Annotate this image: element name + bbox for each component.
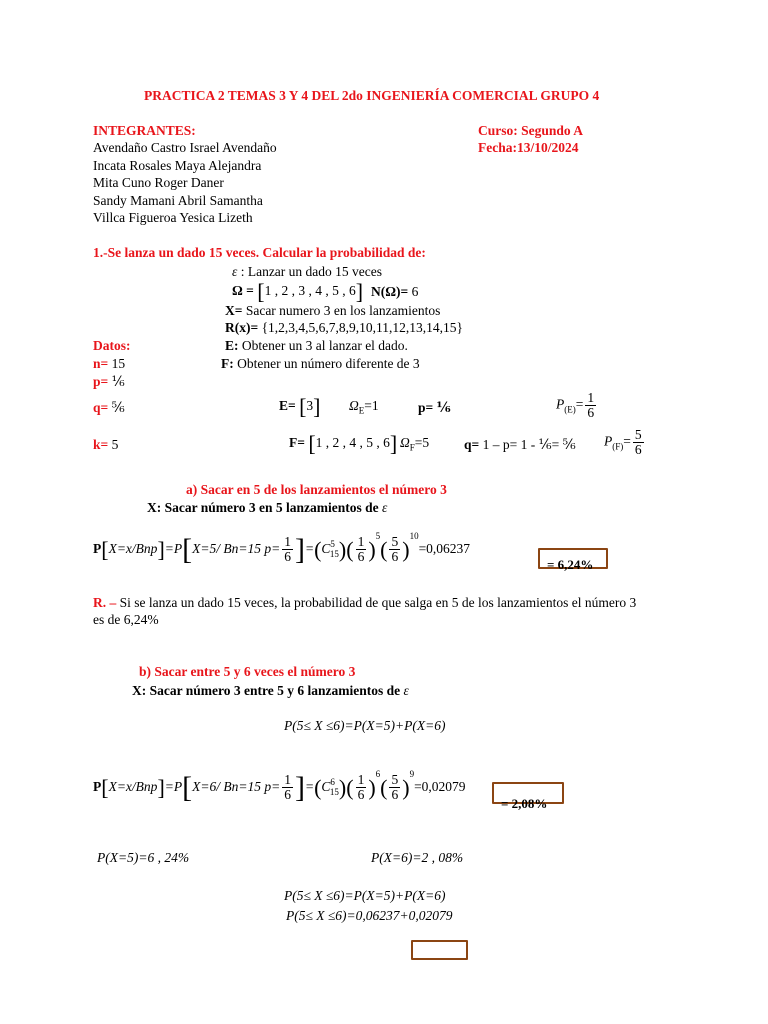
p-e-sub: (E): [564, 404, 576, 415]
part-b-eq2: P(5≤ X ≤6)=P(X=5)+P(X=6): [284, 888, 446, 903]
e-line: [225, 338, 408, 354]
part-b-percent: = 2,08%: [501, 796, 548, 811]
p-f-expr: $P_{(F)}=$ $\frac{5}{6}$: [604, 427, 642, 457]
part-a-x-text: X: Sacar número 3 en 5 lanzamientos de: [147, 500, 379, 515]
q-mid-text: 1 – p= 1 - ⅙= ⅚: [482, 437, 576, 452]
p-f-symbol: P: [604, 433, 613, 449]
p-x5: P(X=5)=6 , 24%: [97, 850, 190, 865]
n-label: n=: [93, 356, 109, 371]
n-value: 15: [111, 356, 126, 371]
part-b-x-text: X: Sacar número 3 entre 5 y 6 lanzamientos de: [132, 683, 401, 698]
rx-line: [225, 320, 463, 336]
part-a-formula: P[X=x/Bnp]=P[X=5/ Bn=15 p= $\frac{1}{6}$ ]$=(C^5_{15})$( $\frac{1}{6}$ )$^5$( $\frac{5}{6}$ )$^{10}$=0,06237: [93, 531, 471, 566]
x-line: [225, 303, 440, 319]
f-label: F:: [221, 356, 234, 371]
omega-e-value: =1: [364, 398, 379, 413]
n-line: [93, 356, 125, 372]
p-mid-label: p=: [418, 400, 434, 415]
p-e-expr: $P_{(E)}=$ $\frac{1}{6}$: [556, 390, 595, 420]
part-b-formula-p: P: [93, 779, 102, 794]
part-b-formula: P[X=x/Bnp]=P[X=6/ Bn=15 p= $\frac{1}{6}$ ]$=(C^6_{15})$( $\frac{1}{6}$ )$^6$( $\frac{5}{6}$ )$^9$=0,02079: [93, 769, 466, 804]
member-3: Mita Cuno Roger Daner: [93, 175, 224, 190]
member-1: Avendaño Castro Israel Avendaño: [93, 140, 277, 155]
k-value: 5: [111, 437, 119, 452]
part-a-answer: [93, 595, 636, 611]
omega-e-symbol: Ω: [349, 398, 359, 413]
omega-f-symbol: Ω: [400, 435, 410, 450]
p-x6: P(X=6)=2 , 08%: [371, 850, 464, 865]
x-label: X=: [225, 303, 243, 318]
f-set-values: 1 , 2 , 4 , 5 , 6: [315, 435, 390, 450]
e-set-line: E= [3]: [279, 393, 321, 419]
epsilon-text: : Lanzar un dado 15 veces: [240, 264, 383, 279]
f-set-line: F= [1 , 2 , 4 , 5 , 6]: [289, 430, 398, 456]
date-label: Fecha:13/10/2024: [478, 140, 579, 155]
x-text: Sacar numero 3 en los lanzamientos: [245, 303, 441, 318]
part-a-epsilon: ε: [382, 500, 388, 515]
k-line: [93, 437, 118, 453]
omega-f-expr: [400, 435, 429, 456]
epsilon-line: [232, 264, 382, 280]
k-label: k=: [93, 437, 109, 452]
e-set-values: 3: [306, 398, 314, 413]
part-b-eq1: P(5≤ X ≤6)=P(X=5)+P(X=6): [284, 718, 446, 733]
omega-set: 1 , 2 , 3 , 4 , 5 , 6: [264, 283, 356, 298]
omega-e-expr: [349, 398, 379, 419]
p-line: [93, 374, 125, 390]
p-mid-line: [418, 400, 451, 416]
omega-f-sub: F: [409, 442, 415, 453]
f-line: [221, 356, 420, 372]
part-b-result: =0,02079: [414, 779, 466, 794]
omega-line: Ω = [1 , 2 , 3 , 4 , 5 , 6]: [232, 278, 364, 304]
n-omega-label: N(Ω)=: [371, 284, 409, 299]
part-a-heading: a) Sacar en 5 de los lanzamientos el número 3: [186, 482, 447, 497]
part-b-heading: b) Sacar entre 5 y 6 veces el número 3: [139, 664, 356, 679]
q-label: q=: [93, 400, 109, 415]
n-omega-line: [371, 284, 418, 300]
answer-text-1: Si se lanza un dado 15 veces, la probabilidad de que salga en 5 de los lanzamientos el número 3: [119, 595, 637, 610]
part-a-result: =0,06237: [418, 541, 471, 556]
part-b-eq3: P(5≤ X ≤6)=0,06237+0,02079: [286, 908, 453, 923]
part-a-formula-p: P: [93, 541, 102, 556]
course-label: Curso: Segundo A: [478, 123, 584, 138]
p-value: ⅙: [111, 374, 125, 389]
e-text: Obtener un 3 al lanzar el dado.: [241, 338, 408, 353]
omega-f-value: =5: [414, 435, 430, 450]
p-f-sub: (F): [612, 441, 624, 452]
member-4: Sandy Mamani Abril Samantha: [93, 193, 263, 208]
final-result-box: [411, 940, 468, 960]
f-set-label: F=: [289, 435, 305, 450]
part-b-x-line: [132, 683, 409, 699]
n-omega-value: 6: [411, 284, 419, 299]
page-title: PRACTICA 2 TEMAS 3 Y 4 DEL 2do INGENIERÍA COMERCIAL GRUPO 4: [144, 88, 600, 103]
q-value: ⅚: [111, 400, 125, 415]
rx-text: {1,2,3,4,5,6,7,8,9,10,11,12,13,14,15}: [261, 320, 464, 335]
q-mid-line: [464, 437, 576, 453]
p-mid-value: ⅙: [436, 400, 451, 415]
p-label: p=: [93, 374, 109, 389]
e-label: E:: [225, 338, 239, 353]
q-line: [93, 400, 125, 416]
part-a-percent: = 6,24%: [547, 557, 594, 572]
integrantes-label: INTEGRANTES:: [93, 123, 196, 138]
p-e-symbol: P: [556, 396, 565, 412]
datos-label: Datos:: [93, 338, 131, 353]
part-a-x-line: [147, 500, 387, 516]
answer-label: R. –: [93, 595, 117, 610]
member-2: Incata Rosales Maya Alejandra: [93, 158, 262, 173]
part-b-epsilon: ε: [403, 683, 409, 698]
omega-e-sub: E: [358, 405, 365, 416]
problem-statement: 1.-Se lanza un dado 15 veces. Calcular la probabilidad de:: [93, 245, 426, 260]
q-mid-label: q=: [464, 437, 480, 452]
member-5: Villca Figueroa Yesica Lizeth: [93, 210, 253, 225]
rx-label: R(x)=: [225, 320, 259, 335]
omega-label: Ω =: [232, 283, 254, 298]
f-text: Obtener un número diferente de 3: [237, 356, 420, 371]
epsilon-symbol: ε: [232, 264, 238, 279]
e-set-label: E=: [279, 398, 296, 413]
answer-text-2: es de 6,24%: [93, 612, 159, 627]
